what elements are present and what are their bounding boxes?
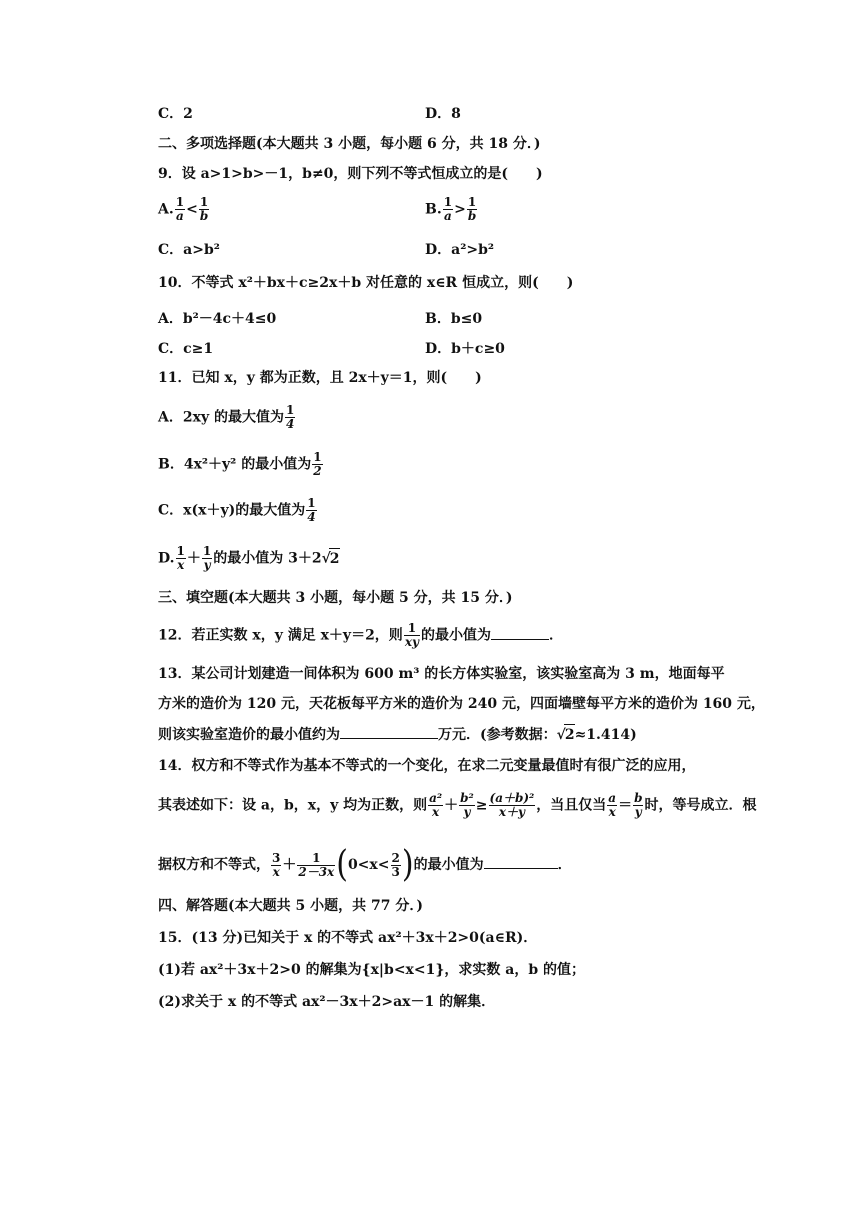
q8-option-c: C．2	[158, 106, 193, 122]
q11-option-a: A．2xy 的最大值为 $\frac{1}{4}$	[158, 403, 295, 431]
q11-option-b: B．4x²＋y² 的最小值为 $\frac{1}{2}$	[158, 450, 322, 478]
q8-option-d: D．8	[425, 106, 461, 122]
section-2-title: 二、多项选择题(本大题共 3 小题，每小题 6 分，共 18 分．)	[158, 136, 541, 152]
q9-stem: 9．设 a>1>b>－1，b≠0，则下列不等式恒成立的是( )	[158, 166, 543, 182]
q12-answer-blank[interactable]	[491, 625, 549, 640]
q15-stem: 15．(13 分)已知关于 x 的不等式 ax²＋3x＋2>0(a∈R)．	[158, 930, 538, 946]
q14-line-1: 14．权方和不等式作为基本不等式的一个变化，在求二元变量最值时有很广泛的应用，	[158, 758, 696, 774]
q11-option-d: D. $\frac{1}{x}$ ＋ $\frac{1}{y}$ 的最小值为 3＋2√2	[158, 544, 340, 572]
q9-option-a: A. $\frac{1}{a}$ < $\frac{1}{b}$	[158, 195, 209, 223]
section-3-title: 三、填空题(本大题共 3 小题，每小题 5 分，共 15 分．)	[158, 590, 513, 606]
q11-option-c: C．x(x＋y)的最大值为 $\frac{1}{4}$	[158, 496, 316, 524]
q10-option-a: A．b²－4c＋4≤0	[158, 311, 277, 327]
section-4-title: 四、解答题(本大题共 5 小题，共 77 分．)	[158, 898, 423, 914]
q15-part-2: (2)求关于 x 的不等式 ax²－3x＋2>ax－1 的解集．	[158, 994, 496, 1010]
q12-stem: 12．若正实数 x，y 满足 x＋y＝2，则 $\frac{1}{xy}$ 的最小值为 ．	[158, 621, 563, 649]
q10-option-d: D．b＋c≥0	[425, 341, 505, 357]
q10-option-c: C．c≥1	[158, 341, 214, 357]
q9-option-d: D．a²>b²	[425, 242, 494, 258]
q14-line-3: 据权方和不等式， $\frac{3}{x}$ ＋ $\frac{1}{2-3x}$ (0<x< $\frac{2}{3}$ )的最小值为 ．	[158, 843, 572, 886]
q14-answer-blank[interactable]	[484, 854, 558, 869]
q14-line-2: 其表述如下：设 a，b，x，y 均为正数，则 $\frac{\text{a²}}{x}$ ＋ $\frac{\text{b²}}{y}$ ≥ $\frac{\text{(a＋b)²}}{x+y}$ ，当且仅当 $\frac{a}{x}$ ＝ $\frac{b}{y}$ 时，等号成立．根	[158, 791, 757, 819]
q10-option-b: B．b≤0	[425, 311, 483, 327]
q15-part-1: (1)若 ax²＋3x＋2>0 的解集为{x|b<x<1}，求实数 a，b 的值；	[158, 962, 585, 978]
q9-option-b: B. $\frac{1}{a}$ > $\frac{1}{b}$	[425, 195, 477, 223]
q13-answer-blank[interactable]	[340, 724, 438, 739]
q13-line-1: 13．某公司计划建造一间体积为 600 m³ 的长方体实验室，该实验室高为 3 m，地面每平	[158, 666, 725, 682]
q10-stem: 10．不等式 x²＋bx＋c≥2x＋b 对任意的 x∈R 恒成立，则( )	[158, 275, 574, 291]
q13-line-3: 则该实验室造价的最小值约为 万元．(参考数据：√2≈1.414)	[158, 724, 637, 745]
q11-stem: 11．已知 x，y 都为正数，且 2x＋y＝1，则( )	[158, 370, 482, 386]
q13-line-2: 方米的造价为 120 元，天花板每平方米的造价为 240 元，四面墙壁每平方米的造价为 160 元，	[158, 696, 765, 712]
q9-option-c: C．a>b²	[158, 242, 220, 258]
